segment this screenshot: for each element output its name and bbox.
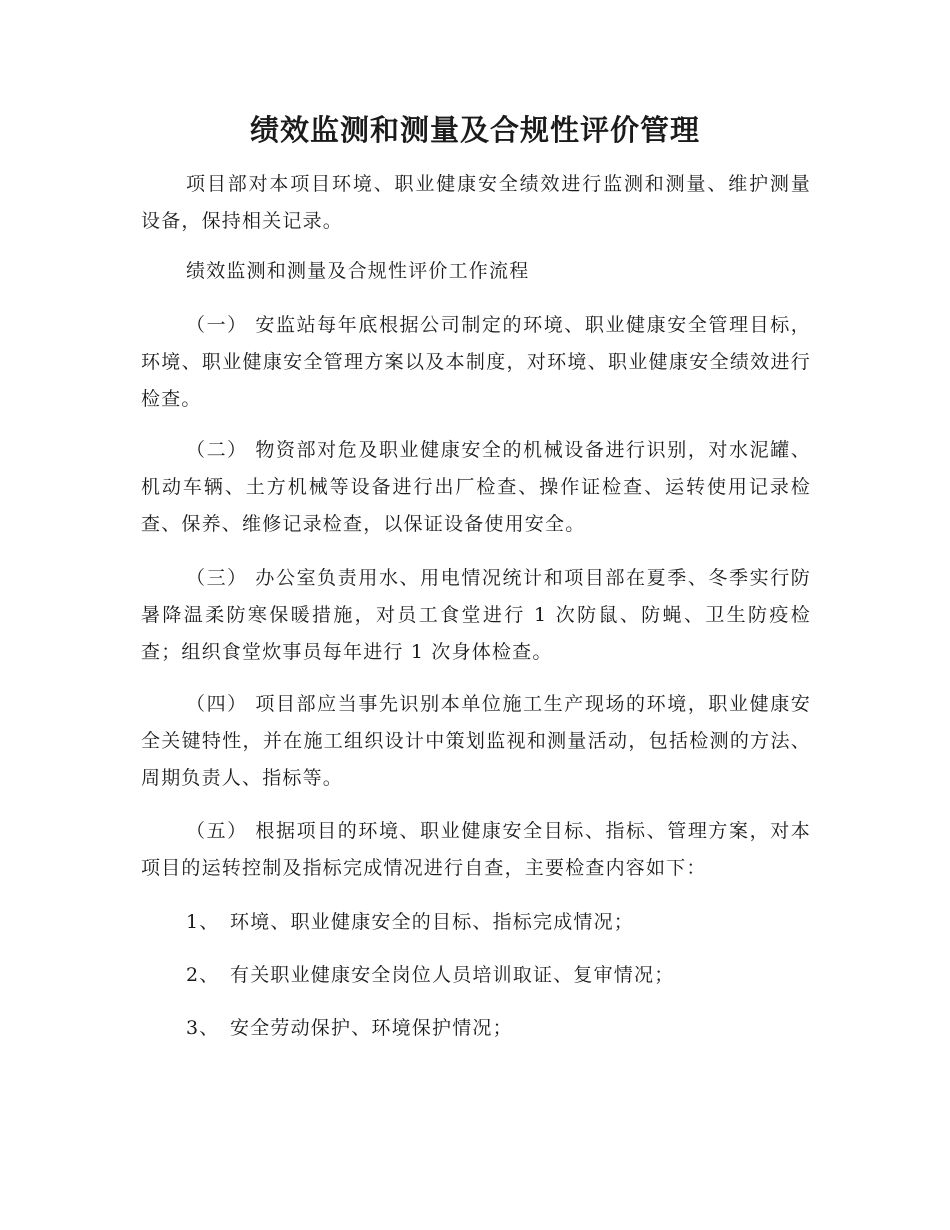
list-item-text: 有关职业健康安全岗位人员培训取证、复审情况； <box>230 964 675 986</box>
list-item <box>186 904 634 941</box>
intro-paragraph: 项目部对本项目环境、职业健康安全绩效进行监测和测量、维护测量设备，保持相关记录。 <box>141 173 811 232</box>
section-1-paragraph: （一） 安监站每年底根据公司制定的环境、职业健康安全管理目标，环境、职业健康安全管理方案以及本制度，对环境、职业健康安全绩效进行检查。 <box>141 314 811 410</box>
list-item-number: 3、 <box>186 1017 220 1039</box>
document-title: 绩效监测和测量及合规性评价管理 <box>249 113 700 147</box>
list-item-number: 2、 <box>186 964 220 986</box>
section-3-paragraph: （三） 办公室负责用水、用电情况统计和项目部在夏季、冬季实行防暑降温柔防寒保暖措施，对员工食堂进行 1 次防鼠、防蝇、卫生防疫检查；组织食堂炊事员每年进行 1 次身体检查。 <box>141 567 811 663</box>
list-item <box>186 1010 513 1047</box>
list-item-text: 安全劳动保护、环境保护情况； <box>230 1017 513 1039</box>
list-item <box>186 957 674 994</box>
section-2-paragraph: （二） 物资部对危及职业健康安全的机械设备进行识别，对水泥罐、机动车辆、土方机械等设备进行出厂检查、操作证检查、运转使用记录检查、保养、维修记录检查，以保证设备使用安全。 <box>141 439 811 535</box>
list-item-text: 环境、职业健康安全的目标、指标完成情况； <box>230 911 635 933</box>
section-4-paragraph: （四） 项目部应当事先识别本单位施工生产现场的环境，职业健康安全关键特性，并在施工组织设计中策划监视和测量活动，包括检测的方法、周期负责人、指标等。 <box>141 693 811 789</box>
process-subheading: 绩效监测和测量及合规性评价工作流程 <box>186 260 530 282</box>
list-item-number: 1、 <box>186 911 220 933</box>
section-5-paragraph: （五） 根据项目的环境、职业健康安全目标、指标、管理方案，对本项目的运转控制及指标完成情况进行自查，主要检查内容如下： <box>141 820 811 879</box>
